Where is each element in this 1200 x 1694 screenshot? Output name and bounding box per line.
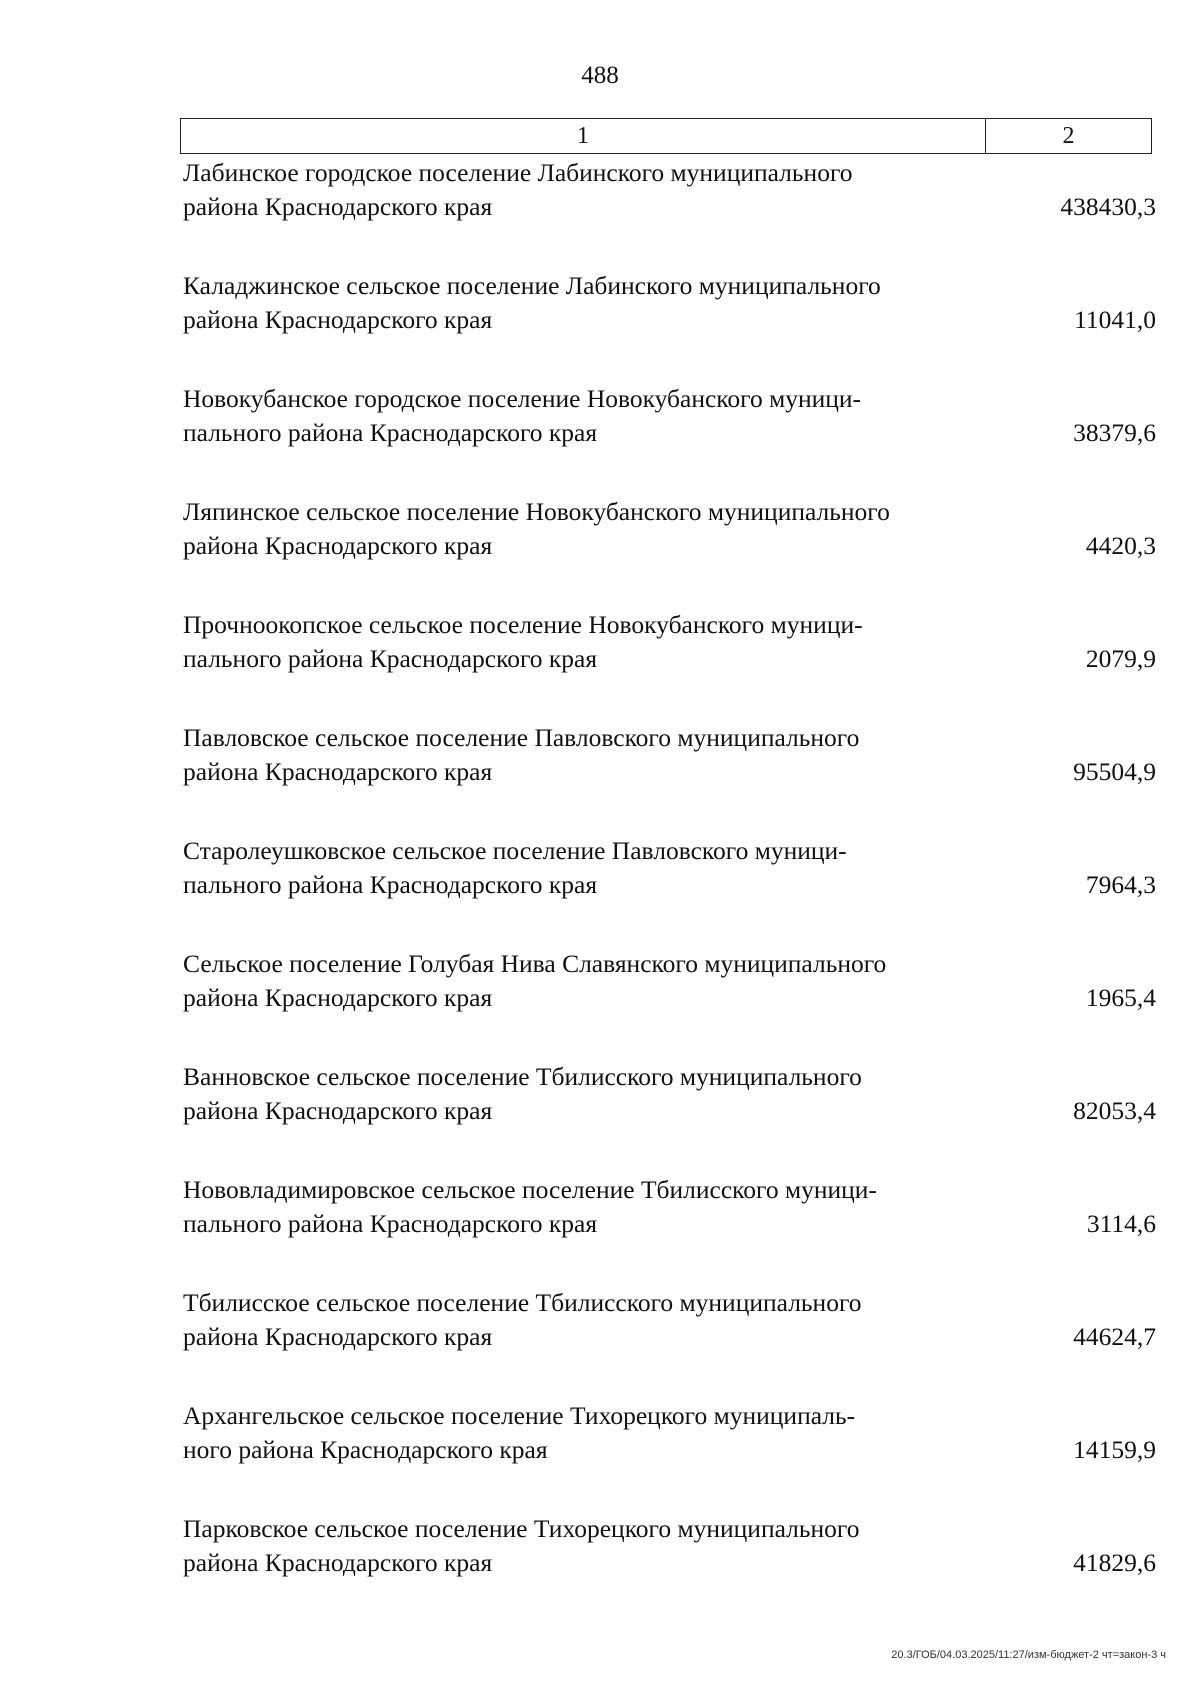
settlement-name: Каладжинское сельское поселение Лабинского муниципального района Краснодарского края — [183, 271, 881, 334]
amount-value: 3114,6 — [1086, 1209, 1156, 1238]
table-row — [183, 382, 1156, 495]
settlement-name: Парковское сельское поселение Тихорецкого муниципального района Краснодарского края — [183, 1514, 860, 1577]
page-number: 488 — [581, 62, 619, 89]
column-header-1: 1 — [181, 119, 986, 153]
table-row — [183, 1060, 1156, 1173]
table-row — [183, 1173, 1156, 1286]
amount-value: 14159,9 — [1073, 1435, 1156, 1464]
table-row — [183, 269, 1156, 382]
settlement-name: Новокубанское городское поселение Новокубанского муници- пального района Краснодарского края — [183, 384, 862, 447]
table-body — [183, 156, 1156, 1625]
amount-value: 2079,9 — [1085, 644, 1156, 673]
table-row — [183, 156, 1156, 269]
amount-value: 4420,3 — [1085, 531, 1156, 560]
table-row — [183, 1512, 1156, 1625]
table-row — [183, 947, 1156, 1060]
table-row — [183, 721, 1156, 834]
settlement-name: Ванновское сельское поселение Тбилисского муниципального района Краснодарского края — [183, 1062, 862, 1125]
table-row — [183, 834, 1156, 947]
document-footer: 20.3/ГОБ/04.03.2025/11:27/изм-бюджет-2 чт=закон-3 ч — [891, 1649, 1166, 1661]
settlement-name: Прочноокопское сельское поселение Новокубанского муници- пального района Краснодарского края — [183, 610, 863, 673]
table-row — [183, 495, 1156, 608]
settlement-name: Павловское сельское поселение Павловского муниципального района Краснодарского края — [183, 723, 860, 786]
table-row — [183, 608, 1156, 721]
settlement-name: Старолеушковское сельское поселение Павловского муници- пального района Краснодарского края — [183, 836, 847, 899]
amount-value: 95504,9 — [1073, 757, 1156, 786]
amount-value: 7964,3 — [1085, 870, 1156, 899]
settlement-name: Сельское поселение Голубая Нива Славянского муниципального района Краснодарского края — [183, 949, 887, 1012]
column-header-2: 2 — [1062, 123, 1075, 149]
amount-value: 82053,4 — [1073, 1096, 1156, 1125]
settlement-name: Ляпинское сельское поселение Новокубанского муниципального района Краснодарского края — [183, 497, 890, 560]
amount-value: 44624,7 — [1073, 1322, 1156, 1351]
table-row — [183, 1286, 1156, 1399]
amount-value: 11041,0 — [1074, 305, 1156, 334]
amount-value: 41829,6 — [1073, 1548, 1156, 1577]
amount-value: 1965,4 — [1085, 983, 1156, 1012]
amount-value: 38379,6 — [1073, 418, 1156, 447]
amount-value: 438430,3 — [1060, 192, 1156, 221]
settlement-name: Нововладимировское сельское поселение Тбилисского муници- пального района Краснодарского края — [183, 1175, 877, 1238]
table-row — [183, 1399, 1156, 1512]
settlement-name: Лабинское городское поселение Лабинского муниципального района Краснодарского края — [183, 158, 853, 221]
settlement-name: Тбилисское сельское поселение Тбилисского муниципального района Краснодарского края — [183, 1288, 862, 1351]
settlement-name: Архангельское сельское поселение Тихорецкого муниципаль- ного района Краснодарского края — [183, 1401, 856, 1464]
table-header — [180, 118, 1152, 154]
